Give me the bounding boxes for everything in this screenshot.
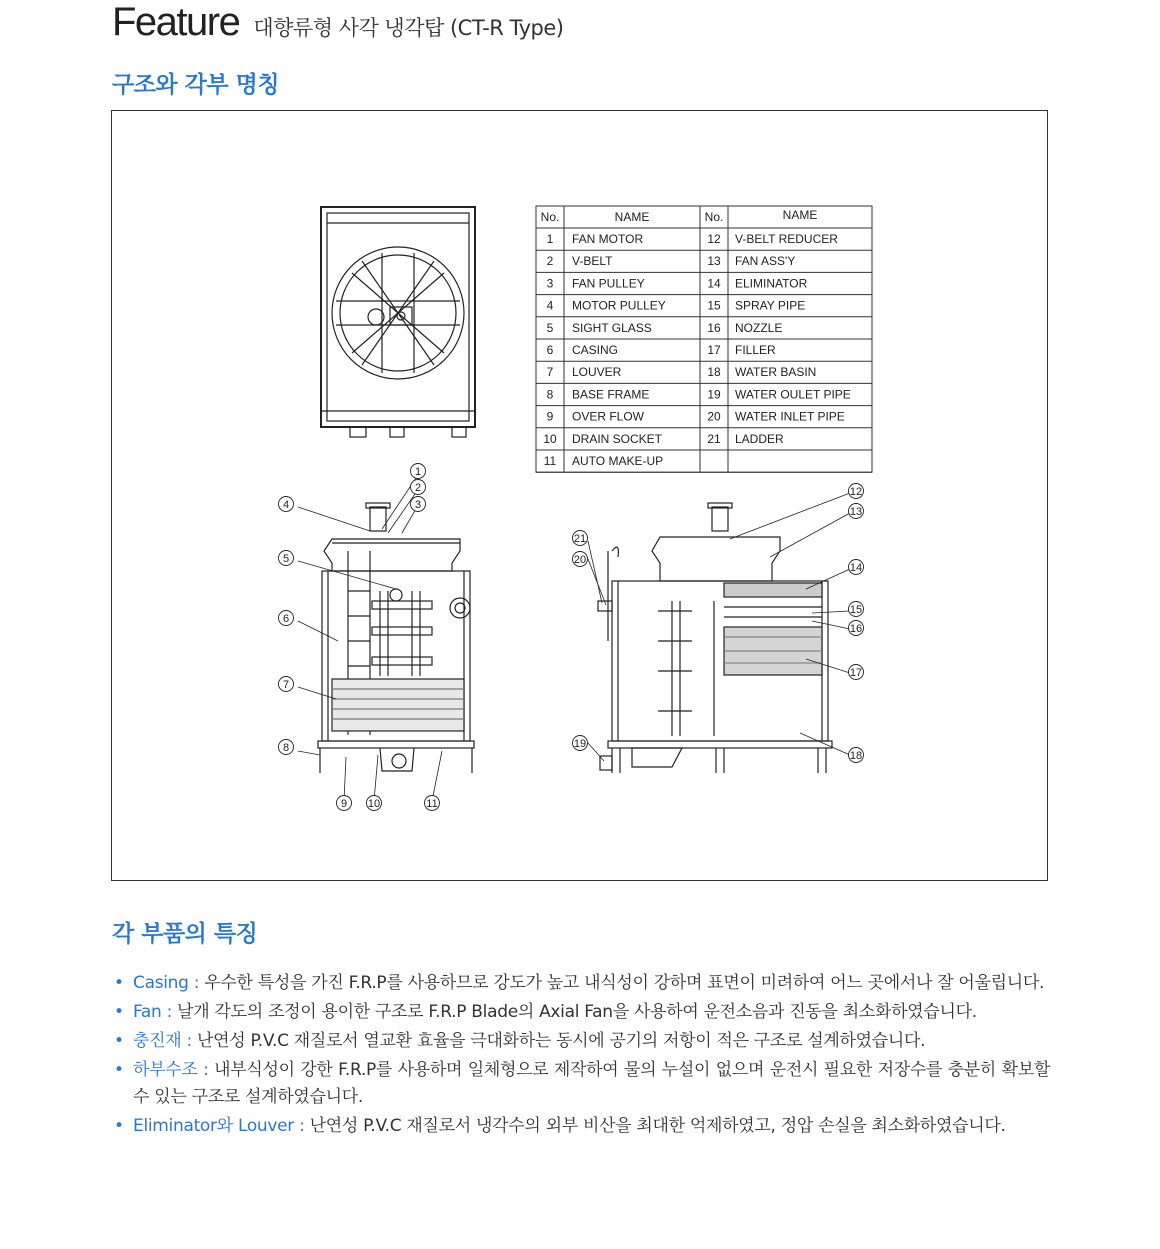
callout-number: 18 xyxy=(849,750,863,762)
feature-term: Fan : xyxy=(133,1002,178,1022)
drawing-frame xyxy=(111,110,1048,881)
table-cell-no: 14 xyxy=(707,276,721,291)
callout-number: 3 xyxy=(414,499,422,511)
table-cell-no: 17 xyxy=(707,343,721,357)
table-cell-no: 4 xyxy=(546,298,554,313)
callout-number: 13 xyxy=(849,506,863,518)
table-cell-no: 18 xyxy=(707,365,721,380)
callout-number: 9 xyxy=(340,798,348,810)
table-cell-no: 20 xyxy=(707,409,721,424)
features-section-title: 각 부품의 특징 xyxy=(112,921,258,947)
callout-number: 12 xyxy=(849,486,863,498)
callout-number: 2 xyxy=(414,482,422,494)
feature-heading: Feature xyxy=(112,0,240,44)
table-cell-name: BASE FRAME xyxy=(572,387,650,402)
side-view-drawing xyxy=(598,503,832,773)
table-cell-no: 3 xyxy=(546,276,554,291)
callout-number: 14 xyxy=(849,562,863,574)
callout-number: 4 xyxy=(282,499,290,511)
table-cell-no: 11 xyxy=(543,454,557,468)
table-cell-no: 6 xyxy=(546,343,554,357)
table-cell-name: SPRAY PIPE xyxy=(735,298,806,313)
callout-number: 11 xyxy=(426,798,438,810)
feature-text: 난연성 P.V.C 재질로서 열교환 효율을 극대화하는 동시에 공기의 저항이 적은 구조로 설계하였습니다. xyxy=(197,1031,926,1051)
table-cell-no: 9 xyxy=(546,409,554,424)
front-view-drawing xyxy=(318,503,474,773)
features-list xyxy=(114,970,1050,1142)
callout-number: 17 xyxy=(849,667,863,679)
feature-item xyxy=(114,1057,1050,1111)
table-cell-no: 19 xyxy=(707,387,721,402)
table-cell-name: WATER INLET PIPE xyxy=(735,409,845,424)
table-cell-no: 21 xyxy=(707,431,721,446)
technical-drawing xyxy=(112,111,1047,880)
table-cell-name: FAN PULLEY xyxy=(572,276,645,291)
table-cell-name: LOUVER xyxy=(572,365,622,380)
table-cell-no: 12 xyxy=(707,232,721,246)
structure-section-title: 구조와 각부 명칭 xyxy=(112,72,280,98)
table-cell-no: 10 xyxy=(543,431,557,446)
table-cell-no: 5 xyxy=(546,320,554,335)
bullet: • xyxy=(114,1060,124,1080)
feature-text: 날개 각도의 조정이 용이한 구조로 F.R.P Blade의 Axial Fan을 사용하여 운전소음과 진동을 최소화하였습니다. xyxy=(177,1002,977,1022)
table-cell-name: MOTOR PULLEY xyxy=(572,298,666,313)
table-cell-name: FAN MOTOR xyxy=(572,232,644,246)
table-header-no: No. xyxy=(704,210,724,224)
feature-item xyxy=(114,970,1050,997)
table-cell-name: NOZZLE xyxy=(735,320,783,335)
bullet: • xyxy=(114,1116,124,1136)
table-cell-name: V-BELT xyxy=(572,254,613,269)
feature-term: Eliminator와 Louver : xyxy=(133,1116,310,1136)
table-cell-name: FILLER xyxy=(735,343,776,357)
callout-number: 6 xyxy=(282,613,290,625)
callout-number: 19 xyxy=(573,738,587,750)
parts-table xyxy=(536,206,872,472)
top-view-drawing xyxy=(321,207,475,437)
callout-number: 8 xyxy=(282,742,290,754)
feature-term: 충진재 : xyxy=(133,1031,198,1051)
table-cell-no: 16 xyxy=(707,320,721,335)
feature-text: 내부식성이 강한 F.R.P를 사용하며 일체형으로 제작하여 물의 누설이 없으며 운전시 필요한 저장수를 충분히 확보할 수 있는 구조로 설계하였습니다. xyxy=(133,1060,1051,1107)
callout-number: 20 xyxy=(573,554,587,566)
table-cell-name: V-BELT REDUCER xyxy=(735,232,838,246)
table-cell-no: 2 xyxy=(546,254,554,269)
callout-number: 5 xyxy=(282,553,290,565)
bullet: • xyxy=(114,973,124,993)
callout-number: 1 xyxy=(414,466,422,478)
table-header-no: No. xyxy=(540,210,560,224)
table-cell-name: LADDER xyxy=(735,431,784,446)
page-header xyxy=(112,0,564,44)
table-cell-no: 1 xyxy=(546,232,554,246)
feature-item xyxy=(114,999,1050,1026)
callout-number: 16 xyxy=(849,623,863,635)
callout-number: 15 xyxy=(849,604,863,616)
table-cell-name: SIGHT GLASS xyxy=(572,320,652,335)
feature-term: 하부수조 : xyxy=(133,1060,215,1080)
table-header-name: NAME xyxy=(614,210,650,224)
feature-term: Casing : xyxy=(133,973,205,993)
product-subtitle: 대향류형 사각 냉각탑 (CT-R Type) xyxy=(253,16,564,40)
bullet: • xyxy=(114,1031,124,1051)
table-cell-no: 13 xyxy=(707,254,721,269)
callout-number: 7 xyxy=(282,679,290,691)
callout-number: 10 xyxy=(367,798,381,810)
table-cell-name: AUTO MAKE-UP xyxy=(572,454,664,468)
table-header-name: NAME xyxy=(782,208,818,222)
table-cell-name: FAN ASS'Y xyxy=(735,254,796,269)
feature-item xyxy=(114,1028,1050,1055)
table-cell-name: OVER FLOW xyxy=(572,409,645,424)
table-cell-name: WATER OULET PIPE xyxy=(735,387,851,402)
bullet: • xyxy=(114,1002,124,1022)
table-cell-name: DRAIN SOCKET xyxy=(572,431,663,446)
table-cell-name: WATER BASIN xyxy=(735,365,817,380)
feature-text: 우수한 특성을 가진 F.R.P를 사용하므로 강도가 높고 내식성이 강하며 표면이 미려하여 어느 곳에서나 잘 어울립니다. xyxy=(204,973,1045,993)
feature-item xyxy=(114,1113,1050,1140)
feature-text: 난연성 P.V.C 재질로서 냉각수의 외부 비산을 최대한 억제하였고, 정압 손실을 최소화하였습니다. xyxy=(309,1116,1006,1136)
table-cell-name: CASING xyxy=(572,343,619,357)
table-cell-no: 8 xyxy=(546,387,554,402)
table-cell-name: ELIMINATOR xyxy=(735,276,808,291)
table-cell-no: 15 xyxy=(707,298,721,313)
table-cell-no: 7 xyxy=(546,365,554,380)
callout-number: 21 xyxy=(573,533,587,545)
